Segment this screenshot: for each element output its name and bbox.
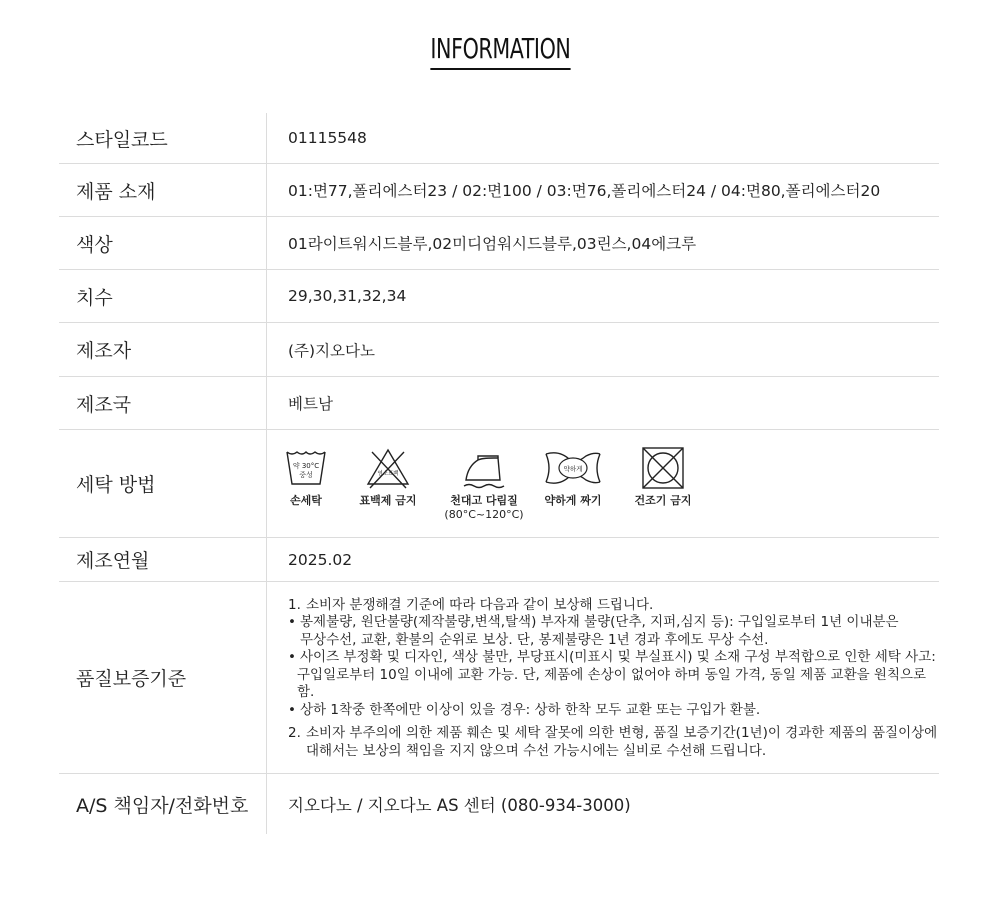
no-tumble-dry-caption: 건조기 금지 [634,494,692,507]
wash-icon-list [288,446,698,521]
quality-bullet-3 [288,702,939,720]
no-bleach-text: 염소표백 [377,471,399,477]
quality-value [267,582,939,773]
quality-label: 품질보증기준 [59,582,267,773]
hand-wash-caption: 손세탁 [290,494,322,507]
row-material [59,164,939,217]
bullet-3-line-1: 상하 1착중 한쪽에만 이상이 있을 경우: 상하 한착 모두 교환 또는 구입가 환불. [300,701,761,718]
gentle-wring-icon [542,446,604,490]
gentle-wring-caption: 약하게 짜기 [544,494,602,507]
page-title-wrap [0,30,1000,70]
row-style-code [59,113,939,164]
color-label: 색상 [59,217,267,269]
quality-item-1 [288,597,939,615]
maker-value: (주)지오다노 [288,341,375,360]
country-label: 제조국 [59,377,267,429]
quality-item-2-line-1: 소비자 부주의에 의한 제품 훼손 및 세탁 잘못에 의한 변형, 품질 보증기간(1년)이 경과한 제품의 품질이상에 [306,725,938,742]
gentle-wring-text: 약하게 [563,465,583,473]
hand-wash-temp: 약 30°C [292,462,320,470]
wash-label: 세탁 방법 [59,430,267,537]
quality-bullet-2-cont [288,667,939,702]
bullet-2-line-1: 사이즈 부정확 및 디자인, 색상 불만, 부당표시(미표시 및 부실표시) 및 소재 구성 부적합으로 인한 세탁 사고: [300,649,936,666]
quality-bullet-1 [288,614,939,632]
wash-item-gentle-wring [538,446,608,508]
quality-item-2-line-2: 대해서는 보상의 책임을 지지 않으며 수선 가능시에는 실비로 수선해 드립니다. [306,742,767,759]
info-table [59,113,939,834]
quality-bullet-1-cont [288,632,939,650]
country-value: 베트남 [288,395,333,413]
quality-text [288,595,939,761]
bullet-3-mark: • [288,701,296,718]
row-as [59,774,939,834]
maker-label: 제조자 [59,323,267,376]
size-value: 29,30,31,32,34 [288,287,407,305]
row-color [59,217,939,270]
bullet-2-line-2: 구입일로부터 10일 이내에 교환 가능. 단, 제품에 손상이 없어야 하며 동일 가격, 동일 제품 교환을 원칙으로 함. [297,666,927,701]
material-value: 01:면77,폴리에스터23 / 02:면100 / 03:면76,폴리에스터24 / 04:면80,폴리에스터20 [288,182,881,200]
row-wash [59,430,939,538]
wash-item-iron [442,446,526,521]
bullet-2-mark: • [288,649,296,666]
wash-item-hand-wash [282,446,330,508]
quality-bullet-2 [288,649,939,667]
quality-item-2-cont [288,743,939,761]
size-label: 치수 [59,270,267,322]
quality-item-2-num: 2. [288,725,301,742]
no-tumble-dry-icon [640,446,686,490]
iron-temp-range: (80°C~120°C) [444,508,524,521]
quality-item-2 [288,725,939,743]
iron-icon [460,446,508,490]
style-code-label: 스타일코드 [59,113,267,163]
bullet-1-line-1: 봉제불량, 원단불량(제작불량,변색,탈색) 부자재 불량(단추, 지퍼,심지 등): 구입일로부터 1년 이내분은 [300,614,899,631]
indent-spacer [288,667,297,702]
row-date [59,538,939,582]
date-value: 2025.02 [288,550,353,569]
as-value: 지오다노 / 지오다노 AS 센터 (080-934-3000) [288,796,631,815]
bullet-1-line-2: 무상수선, 교환, 환불의 순위로 보상. 단, 봉제불량은 1년 경과 후에도 무상 수선. [300,631,769,648]
no-bleach-icon [364,446,412,490]
hand-wash-neutral: 중성 [299,471,313,479]
no-bleach-caption: 표백제 금지 [359,494,417,507]
row-quality [59,582,939,774]
bullet-1-mark: • [288,614,296,631]
row-country [59,377,939,430]
color-value: 01라이트워시드블루,02미디엄워시드블루,03린스,04에크루 [288,235,697,253]
wash-value [267,430,939,537]
quality-item-1-num: 1. [288,596,301,613]
as-label: A/S 책임자/전화번호 [59,774,267,834]
indent-spacer [288,632,300,650]
material-label: 제품 소재 [59,164,267,216]
hand-wash-icon [284,446,328,490]
row-maker [59,323,939,377]
wash-item-no-tumble-dry [628,446,698,508]
wash-item-no-bleach [348,446,428,508]
row-size [59,270,939,323]
date-label: 제조연월 [59,538,267,581]
quality-item-1-text: 소비자 분쟁해결 기준에 따라 다음과 같이 보상해 드립니다. [306,596,654,613]
iron-caption: 천대고 다림질 [450,494,518,507]
indent-spacer [288,743,306,761]
page-title: INFORMATION [430,30,570,70]
style-code-value: 01115548 [288,129,367,147]
